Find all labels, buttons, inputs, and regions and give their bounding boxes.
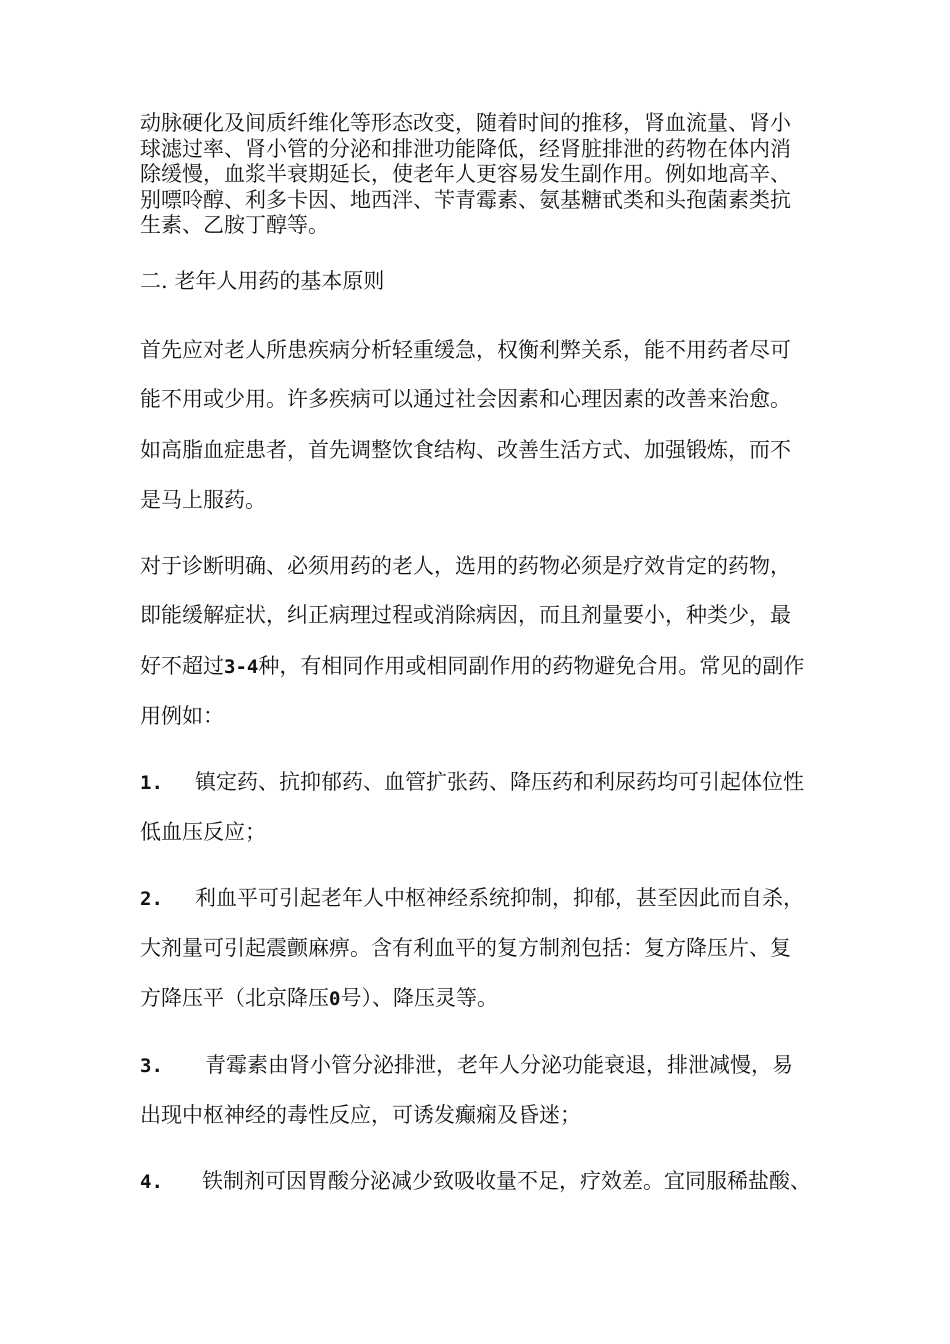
list-item-2-line-2: 大剂量可引起震颤麻痹。含有利血平的复方制剂包括：复方降压片、复 [140, 936, 791, 960]
para2-line-4: 用例如： [140, 704, 224, 728]
list-item-number: 1. [140, 772, 163, 794]
para1-line-3: 如高脂血症患者，首先调整饮食结构、改善生活方式、加强锻炼，而不 [140, 438, 791, 462]
list-item-text: 铁制剂可因胃酸分泌减少致吸收量不足，疗效差。宜同服稀盐酸、 [202, 1169, 811, 1193]
list-item-2 [140, 885, 804, 912]
list-item-text: 利血平可引起老年人中枢神经系统抑制，抑郁，甚至因此而自杀， [195, 886, 804, 910]
para2-line-3-after: 种，有相同作用或相同副作用的药物避免合用。常见的副作 [258, 654, 805, 678]
para2-line-2: 即能缓解症状，纠正病理过程或消除病因，而且剂量要小，种类少，最 [140, 603, 791, 627]
list-item-2-line-3 [140, 985, 498, 1012]
list-item-number: 2. [140, 888, 163, 910]
list-item-2-line-3-before: 方降压平（北京降压 [140, 986, 329, 1010]
intro-line-4: 别嘌呤醇、利多卡因、地西泮、苄青霉素、氨基糖甙类和头孢菌素类抗 [140, 188, 791, 212]
para2-line-3-before: 好不超过 [140, 654, 224, 678]
list-item-3 [140, 1052, 793, 1079]
list-item-2-number-zero: 0 [329, 988, 341, 1010]
para1-line-4: 是马上服药。 [140, 488, 266, 512]
intro-line-5: 生素、乙胺丁醇等。 [140, 213, 329, 237]
list-item-4 [140, 1168, 811, 1195]
para2-drug-count: 3-4 [224, 656, 259, 678]
intro-line-1: 动脉硬化及间质纤维化等形态改变，随着时间的推移，肾血流量、肾小 [140, 111, 791, 135]
para1-line-2: 能不用或少用。许多疾病可以通过社会因素和心理因素的改善来治愈。 [140, 387, 791, 411]
list-item-number: 3. [140, 1055, 163, 1077]
list-item-text: 青霉素由肾小管分泌排泄，老年人分泌功能衰退，排泄减慢，易 [205, 1053, 793, 1077]
list-item-3-line-2: 出现中枢神经的毒性反应，可诱发癫痫及昏迷； [140, 1103, 581, 1127]
list-item-1 [140, 769, 804, 796]
intro-line-2: 球滤过率、肾小管的分泌和排泄功能降低，经肾脏排泄的药物在体内消 [140, 137, 791, 161]
intro-line-3: 除缓慢，血浆半衰期延长，使老年人更容易发生副作用。例如地高辛、 [140, 162, 791, 186]
list-item-1-line-2: 低血压反应； [140, 820, 266, 844]
section-heading: 二. 老年人用药的基本原则 [140, 269, 385, 293]
para1-line-1: 首先应对老人所患疾病分析轻重缓急，权衡利弊关系，能不用药者尽可 [140, 338, 791, 362]
list-item-number: 4. [140, 1171, 163, 1193]
list-item-2-line-3-after: 号）、降压灵等。 [340, 986, 498, 1010]
para2-line-3 [140, 653, 804, 680]
list-item-text: 镇定药、抗抑郁药、血管扩张药、降压药和利尿药均可引起体位性 [195, 770, 804, 794]
para2-line-1: 对于诊断明确、必须用药的老人，选用的药物必须是疗效肯定的药物， [140, 554, 791, 578]
